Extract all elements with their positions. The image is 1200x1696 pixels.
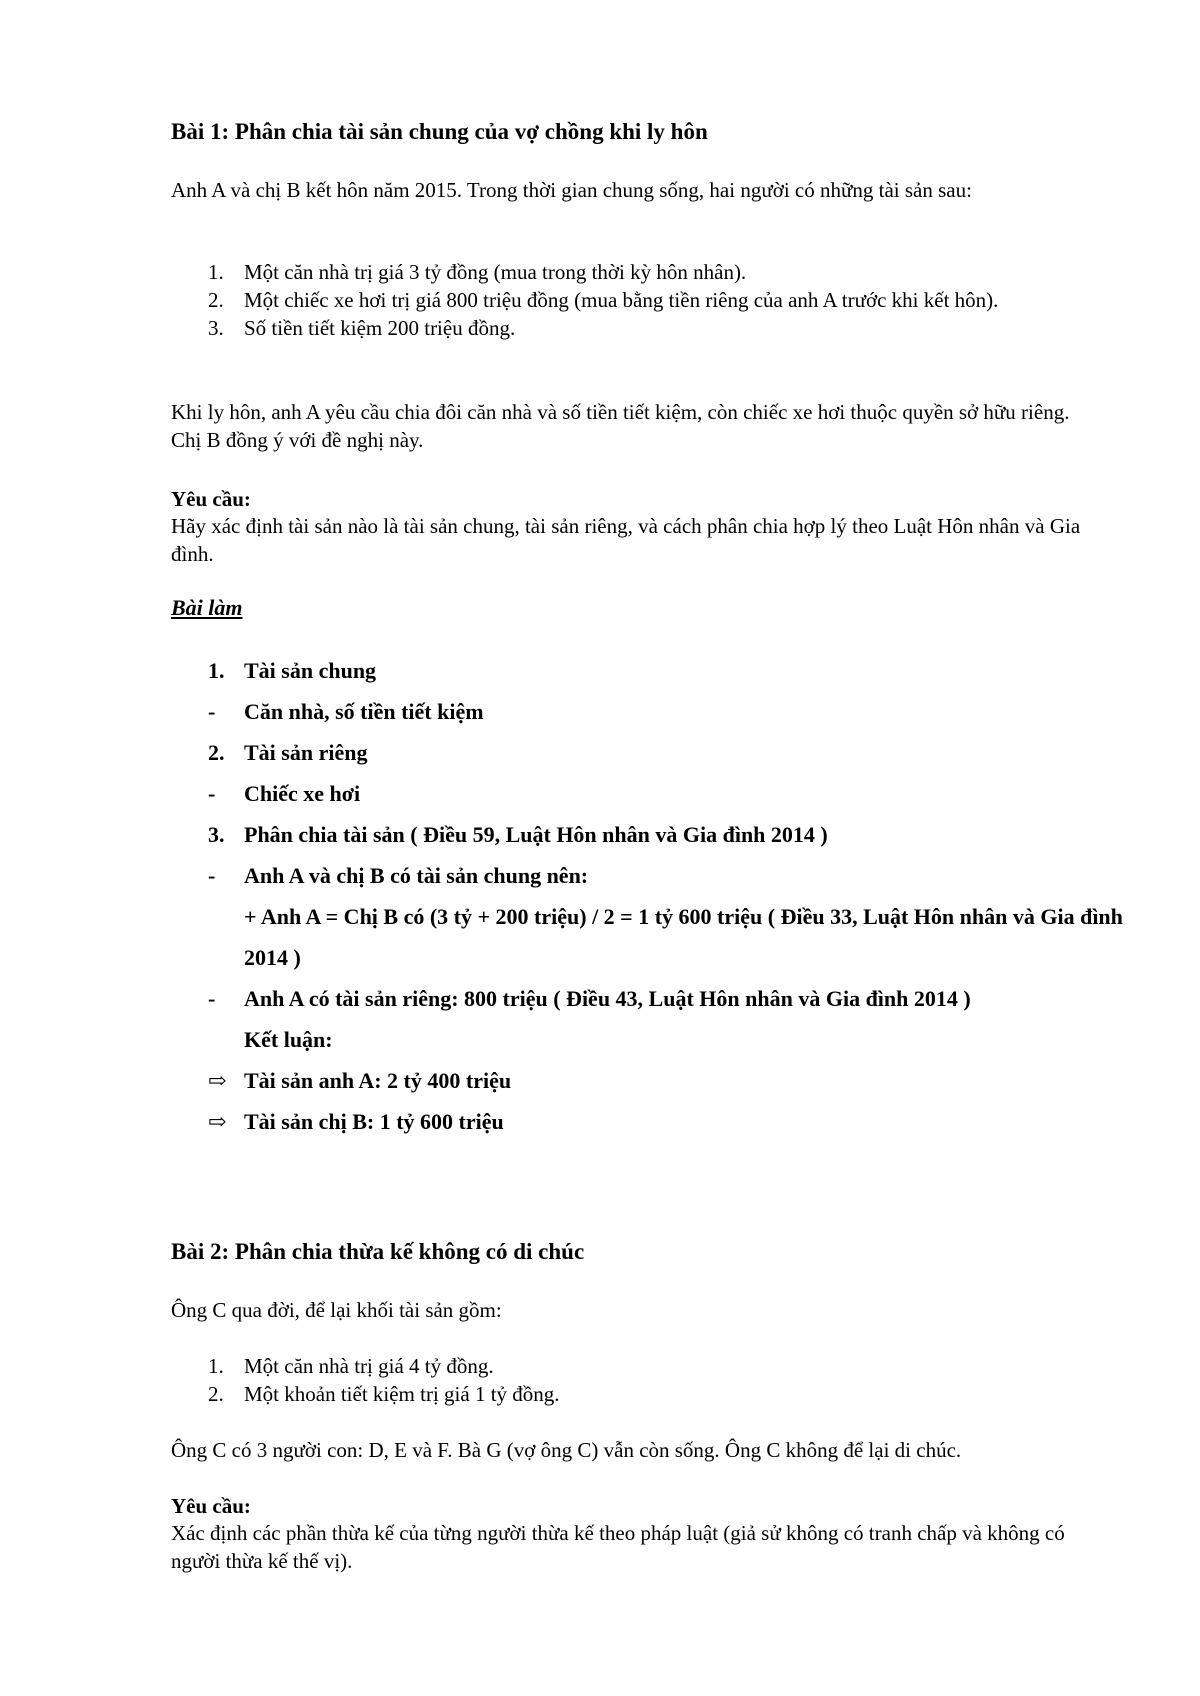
exercise-1-requirement-text: Hãy xác định tài sản nào là tài sản chung, tài sản riêng, và cách phân chia hợp lý theo Luật Hôn nhân và Gia đình. bbox=[171, 514, 1081, 566]
answer-line: 3. Phân chia tài sản ( Điều 59, Luật Hôn nhân và Gia đình 2014 ) bbox=[208, 822, 828, 847]
answer-line: ⇨ Tài sản chị B: 1 tỷ 600 triệu bbox=[171, 1101, 1164, 1142]
exercise-2-requirement-text: Xác định các phần thừa kế của từng người thừa kế theo pháp luật (giả sử không có tranh chấp và không có người thừa kế thế vị). bbox=[171, 1521, 1065, 1573]
exercise-1-asset-list bbox=[171, 258, 1144, 342]
exercise-2-requirement-label: Yêu cầu: bbox=[171, 1494, 251, 1518]
exercise-2-asset-list bbox=[171, 1352, 1144, 1408]
list-item: 1. Một căn nhà trị giá 3 tỷ đồng (mua trong thời kỳ hôn nhân). bbox=[208, 260, 747, 284]
list-item: 2. Một chiếc xe hơi trị giá 800 triệu đồng (mua bằng tiền riêng của anh A trước khi kết hôn). bbox=[208, 288, 999, 312]
arrow-right-icon: ⇨ bbox=[208, 1109, 227, 1134]
arrow-right-icon: ⇨ bbox=[208, 1068, 227, 1093]
exercise-1-situation: Khi ly hôn, anh A yêu cầu chia đôi căn nhà và số tiền tiết kiệm, còn chiếc xe hơi thuộc quyền sở hữu riêng. Chị B đồng ý với đề nghị này. bbox=[171, 400, 1070, 452]
list-item: 3. Số tiền tiết kiệm 200 triệu đồng. bbox=[208, 316, 516, 340]
answer-line: + Anh A = Chị B có (3 tỷ + 200 triệu) / 2 = 1 tỷ 600 triệu ( Điều 33, Luật Hôn nhân và Gia đình 2014 ) bbox=[244, 904, 1123, 970]
exercise-2-situation: Ông C có 3 người con: D, E và F. Bà G (vợ ông C) vẫn còn sống. Ông C không để lại di chúc. bbox=[171, 1438, 962, 1462]
answer-line: - Anh A có tài sản riêng: 800 triệu ( Điều 43, Luật Hôn nhân và Gia đình 2014 ) bbox=[208, 986, 971, 1011]
exercise-1-title: Bài 1: Phân chia tài sản chung của vợ chồng khi ly hôn bbox=[171, 119, 708, 144]
answer-line: - Căn nhà, số tiền tiết kiệm bbox=[208, 699, 484, 724]
answer-list bbox=[171, 650, 1164, 1142]
answer-line: Kết luận: bbox=[244, 1027, 333, 1052]
exercise-2-intro: Ông C qua đời, để lại khối tài sản gồm: bbox=[171, 1298, 502, 1322]
exercise-1-intro: Anh A và chị B kết hôn năm 2015. Trong thời gian chung sống, hai người có những tài sản sau: bbox=[171, 178, 972, 202]
answer-line: 1. Tài sản chung bbox=[208, 658, 377, 683]
exercise-1-requirement-label: Yêu cầu: bbox=[171, 487, 251, 511]
answer-line: 2. Tài sản riêng bbox=[208, 740, 368, 765]
answer-line: - Anh A và chị B có tài sản chung nên: bbox=[208, 863, 589, 888]
answer-line: - Chiếc xe hơi bbox=[208, 781, 361, 806]
answer-line: ⇨ Tài sản anh A: 2 tỷ 400 triệu bbox=[171, 1060, 1164, 1101]
exercise-2-title: Bài 2: Phân chia thừa kế không có di chúc bbox=[171, 1239, 585, 1264]
list-item: 1. Một căn nhà trị giá 4 tỷ đồng. bbox=[208, 1354, 494, 1378]
answer-heading: Bài làm bbox=[171, 595, 243, 620]
list-item: 2. Một khoản tiết kiệm trị giá 1 tỷ đồng. bbox=[208, 1382, 560, 1406]
